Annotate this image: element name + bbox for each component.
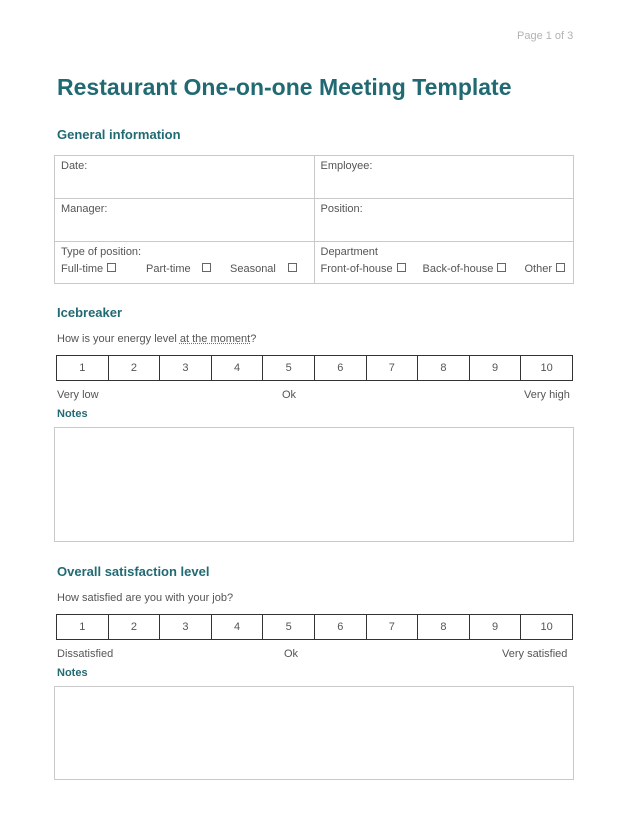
satisfaction-scale-option[interactable]: 4 — [211, 615, 263, 640]
department-label: Department — [320, 246, 378, 258]
satisfaction-scale-option[interactable]: 3 — [160, 615, 212, 640]
seasonal-checkbox[interactable] — [288, 263, 297, 272]
date-field[interactable] — [55, 156, 315, 199]
position-type-cell — [55, 242, 315, 284]
energy-scale-option[interactable]: 10 — [521, 356, 573, 381]
satisfaction-scale-option[interactable]: 10 — [521, 615, 573, 640]
manager-label: Manager: — [61, 203, 108, 215]
energy-scale-option[interactable]: 8 — [418, 356, 470, 381]
employee-field[interactable] — [314, 156, 574, 199]
energy-scale-option[interactable]: 1 — [57, 356, 109, 381]
satisfaction-scale-option[interactable]: 7 — [366, 615, 418, 640]
page-number: Page 1 of 3 — [517, 30, 574, 42]
icebreaker-notes-box[interactable] — [54, 427, 574, 542]
department-cell — [314, 242, 574, 284]
satisfaction-high-label: Very satisfied — [502, 648, 568, 660]
energy-scale-option[interactable]: 9 — [469, 356, 521, 381]
energy-low-label: Very low — [57, 389, 99, 401]
option-full-time[interactable]: Full-time — [61, 263, 116, 275]
option-back-of-house[interactable]: Back-of-house — [423, 263, 507, 275]
option-part-time[interactable]: Part-time — [146, 263, 211, 275]
energy-scale — [56, 355, 573, 381]
satisfaction-notes-label: Notes — [57, 667, 88, 679]
icebreaker-notes-label: Notes — [57, 408, 88, 420]
satisfaction-scale-option[interactable]: 6 — [314, 615, 366, 640]
satisfaction-heading: Overall satisfaction level — [57, 564, 210, 579]
satisfaction-mid-label: Ok — [284, 648, 299, 660]
energy-scale-option[interactable]: 5 — [263, 356, 315, 381]
date-label: Date: — [61, 160, 88, 172]
front-of-house-checkbox[interactable] — [397, 263, 406, 272]
document-title: Restaurant One-on-one Meeting Template — [57, 74, 512, 100]
icebreaker-question: How is your energy level at the moment? — [57, 333, 257, 345]
manager-field[interactable] — [55, 199, 315, 242]
satisfaction-question: How satisfied are you with your job? — [57, 592, 234, 604]
energy-scale-option[interactable]: 6 — [314, 356, 366, 381]
energy-mid-label: Ok — [282, 389, 297, 401]
option-seasonal[interactable]: Seasonal — [230, 263, 297, 275]
satisfaction-scale-option[interactable]: 5 — [263, 615, 315, 640]
satisfaction-scale — [56, 614, 573, 640]
satisfaction-scale-option[interactable]: 2 — [108, 615, 160, 640]
general-info-heading: General information — [57, 127, 181, 142]
full-time-checkbox[interactable] — [107, 263, 116, 272]
employee-label: Employee: — [320, 160, 373, 172]
satisfaction-low-label: Dissatisfied — [57, 648, 114, 660]
general-info-table — [54, 155, 574, 284]
energy-scale-option[interactable]: 7 — [366, 356, 418, 381]
option-other[interactable]: Other — [525, 263, 566, 275]
satisfaction-scale-option[interactable]: 8 — [418, 615, 470, 640]
satisfaction-scale-option[interactable]: 9 — [469, 615, 521, 640]
energy-scale-option[interactable]: 2 — [108, 356, 160, 381]
satisfaction-notes-box[interactable] — [54, 686, 574, 780]
position-field[interactable] — [314, 199, 574, 242]
part-time-checkbox[interactable] — [202, 263, 211, 272]
energy-high-label: Very high — [524, 389, 570, 401]
icebreaker-heading: Icebreaker — [57, 305, 123, 320]
back-of-house-checkbox[interactable] — [497, 263, 506, 272]
option-front-of-house[interactable]: Front-of-house — [321, 263, 406, 275]
other-checkbox[interactable] — [556, 263, 565, 272]
satisfaction-scale-option[interactable]: 1 — [57, 615, 109, 640]
energy-scale-option[interactable]: 3 — [160, 356, 212, 381]
position-type-label: Type of position: — [61, 246, 142, 258]
energy-scale-option[interactable]: 4 — [211, 356, 263, 381]
position-label: Position: — [320, 203, 363, 215]
